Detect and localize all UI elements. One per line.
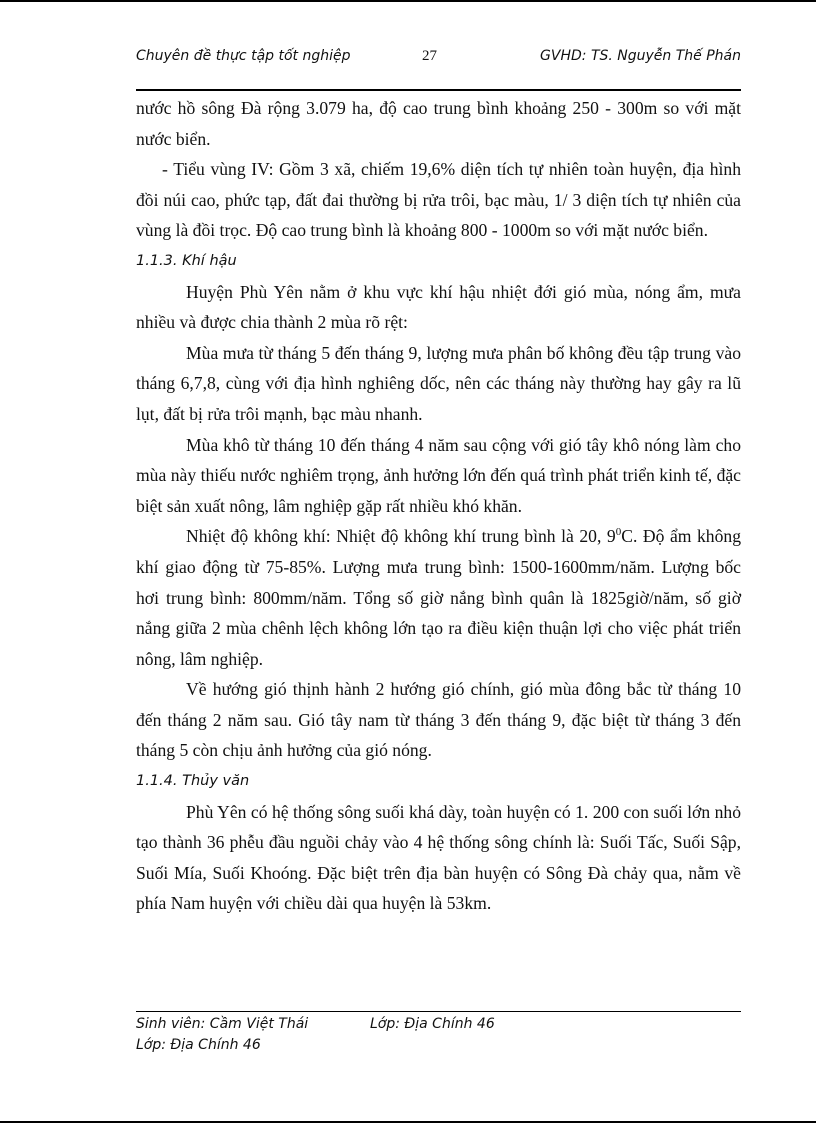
paragraph-continued: nước hồ sông Đà rộng 3.079 ha, độ cao trung bình khoảng 250 - 300m so với mặt nước biển.: [136, 98, 741, 149]
paragraph-subzone-iv: - Tiểu vùng IV: Gồm 3 xã, chiếm 19,6% diện tích tự nhiên toàn huyện, địa hình đồi núi cao, phức tạp, đất đai thường bị rửa trôi, bạc màu, 1/ 3 diện tích tự nhiên của vùng là đồi trọc. Độ cao trung bình là khoảng 800 - 1000m so với mặt nước biển.: [136, 159, 741, 241]
paragraph-hydrology: Phù Yên có hệ thống sông suối khá dày, toàn huyện có 1. 200 con suối lớn nhỏ tạo thành 36 phễu đầu nguồi chảy vào 4 hệ thống sông chính là: Suối Tấc, Suối Sập, Suối Mía, Suối Khoóng. Đặc biệt trên địa bàn huyện có Sông Đà chảy qua, nằm về phía Nam huyện với chiều dài qua huyện là 53km.: [136, 801, 741, 914]
header-page-number: 27: [422, 48, 437, 64]
page-top-border: [0, 0, 816, 2]
header-report-title: Chuyên đề thực tập tốt nghiệp: [136, 48, 351, 64]
paragraph-climate-intro: Huyện Phù Yên nằm ở khu vực khí hậu nhiệt đới gió mùa, nóng ẩm, mưa nhiều và được chia thành 2 mùa rõ rệt:: [136, 281, 741, 333]
section-heading-hydrology: 1.1.4. Thủy văn: [136, 773, 250, 790]
paragraph-wind: Về hướng gió thịnh hành 2 hướng gió chính, gió mùa đông bắc từ tháng 10 đến tháng 2 năm sau. Gió tây nam từ tháng 3 đến tháng 9, đặc biệt từ tháng 3 đến tháng 5 còn chịu ảnh hưởng của gió nóng.: [136, 679, 741, 761]
footer-divider: [136, 1011, 741, 1012]
temperature-text-end: C. Độ ẩm không khí giao động từ 75-85%. Lượng mưa trung bình: 1500-1600mm/năm. Lượng bốc hơi trung bình: 800mm/năm. Tổng số giờ nắng bình quân là 1825giờ/năm, số giờ nắng giữa 2 mùa chênh lệch không lớn tạo ra điều kiện thuận lợi cho việc phát triển nông, lâm nghiệp.: [136, 526, 741, 669]
degree-superscript: 0: [615, 526, 622, 539]
temperature-text-start: Nhiệt độ không khí: Nhiệt độ không khí trung bình là 20, 9: [186, 526, 616, 547]
page-footer: [136, 1014, 741, 1056]
footer-class: Lớp: Địa Chính 46: [370, 1016, 495, 1032]
section-heading-climate: 1.1.3. Khí hậu: [136, 252, 237, 269]
paragraph-rainy-season: Mùa mưa từ tháng 5 đến tháng 9, lượng mưa phân bố không đều tập trung vào tháng 6,7,8, cùng với địa hình nghiêng dốc, nên các tháng này thường hay gây ra lũ lụt, đất bị rửa trôi mạnh, bạc màu nhanh.: [136, 342, 741, 424]
header-divider: [136, 89, 741, 91]
footer-class-repeat: Lớp: Địa Chính 46: [136, 1037, 261, 1053]
footer-student-name: Sinh viên: Cầm Việt Thái: [136, 1016, 309, 1032]
paragraph-temperature: [136, 521, 741, 674]
paragraph-dry-season: Mùa khô từ tháng 10 đến tháng 4 năm sau cộng với gió tây khô nóng làm cho mùa này thiếu nước nghiêm trọng, ảnh hưởng lớn đến quá trình phát triển kinh tế, đặc biệt sản xuất nông, lâm nghiệp gặp rất nhiều khó khăn.: [136, 434, 741, 516]
header-supervisor: GVHD: TS. Nguyễn Thế Phán: [540, 48, 741, 64]
document-body: [136, 93, 741, 919]
page-header: [136, 48, 741, 70]
